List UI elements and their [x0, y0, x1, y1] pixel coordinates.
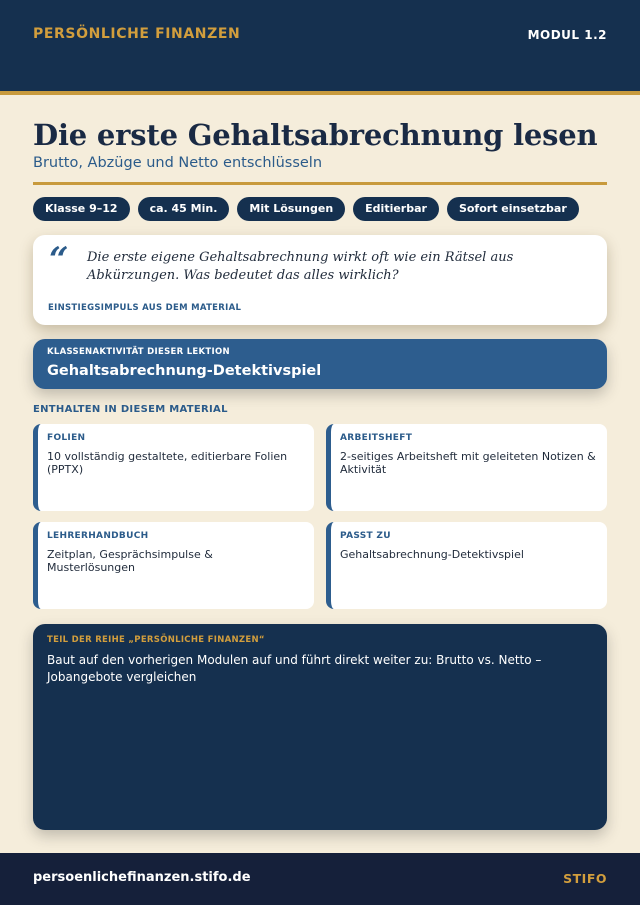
contents-heading: ENTHALTEN IN DIESEM MATERIAL: [33, 404, 228, 415]
content-card-text: 10 vollständig gestaltete, editierbare Folien (PPTX): [47, 450, 288, 476]
content-card-text: 2-seitiges Arbeitsheft mit geleiteten Notizen & Aktivität: [340, 450, 596, 476]
content-card-text: Gehaltsabrechnung-Detektivspiel: [340, 548, 524, 561]
tag-grade: Klasse 9–12: [33, 197, 130, 221]
quote-icon: “: [49, 240, 69, 280]
content-card-slides: [33, 424, 314, 511]
quote-card: [33, 235, 607, 325]
series-text: Baut auf den vorherigen Modulen auf und führt direkt weiter zu: Brutto vs. Netto – Jobangebote vergleichen: [47, 653, 542, 684]
tag-solutions: Mit Lösungen: [237, 197, 345, 221]
quote-source: EINSTIEGSIMPULS AUS DEM MATERIAL: [48, 303, 242, 313]
header-divider: [0, 91, 640, 95]
footer-url: persoenlichefinanzen.stifo.de: [33, 870, 251, 885]
footer-brand: STIFO: [563, 871, 607, 886]
content-card-teacher-guide: [33, 522, 314, 609]
tag-list: [33, 197, 579, 221]
page-title: Die erste Gehaltsabrechnung lesen: [33, 118, 598, 152]
activity-card: [33, 339, 607, 389]
content-card-label: ARBEITSHEFT: [340, 433, 413, 443]
content-card-label: FOLIEN: [47, 433, 86, 443]
tag-duration: ca. 45 Min.: [138, 197, 230, 221]
content-card-label: LEHRERHANDBUCH: [47, 531, 149, 541]
activity-title: Gehaltsabrechnung-Detektivspiel: [47, 363, 322, 379]
tag-editable: Editierbar: [353, 197, 439, 221]
content-card-text: Zeitplan, Gesprächsimpulse & Musterlösungen: [47, 548, 213, 574]
page-header: [0, 0, 640, 91]
title-divider: [33, 182, 607, 185]
series-card: [33, 624, 607, 830]
content-card-label: PASST ZU: [340, 531, 391, 541]
page-footer: [0, 853, 640, 905]
content-card-workbook: [326, 424, 607, 511]
module-number: MODUL 1.2: [527, 28, 607, 42]
quote-text: Die erste eigene Gehaltsabrechnung wirkt oft wie ein Rätsel aus Abkürzungen. Was bedeutet das alles wirklich?: [87, 250, 514, 283]
activity-kicker: KLASSENAKTIVITÄT DIESER LEKTION: [47, 347, 230, 357]
tag-ready: Sofort einsetzbar: [447, 197, 579, 221]
series-brand: PERSÖNLICHE FINANZEN: [33, 26, 241, 42]
series-kicker: TEIL DER REIHE „PERSÖNLICHE FINANZEN“: [47, 635, 265, 645]
content-card-matches: [326, 522, 607, 609]
page-subtitle: Brutto, Abzüge und Netto entschlüsseln: [33, 155, 323, 171]
